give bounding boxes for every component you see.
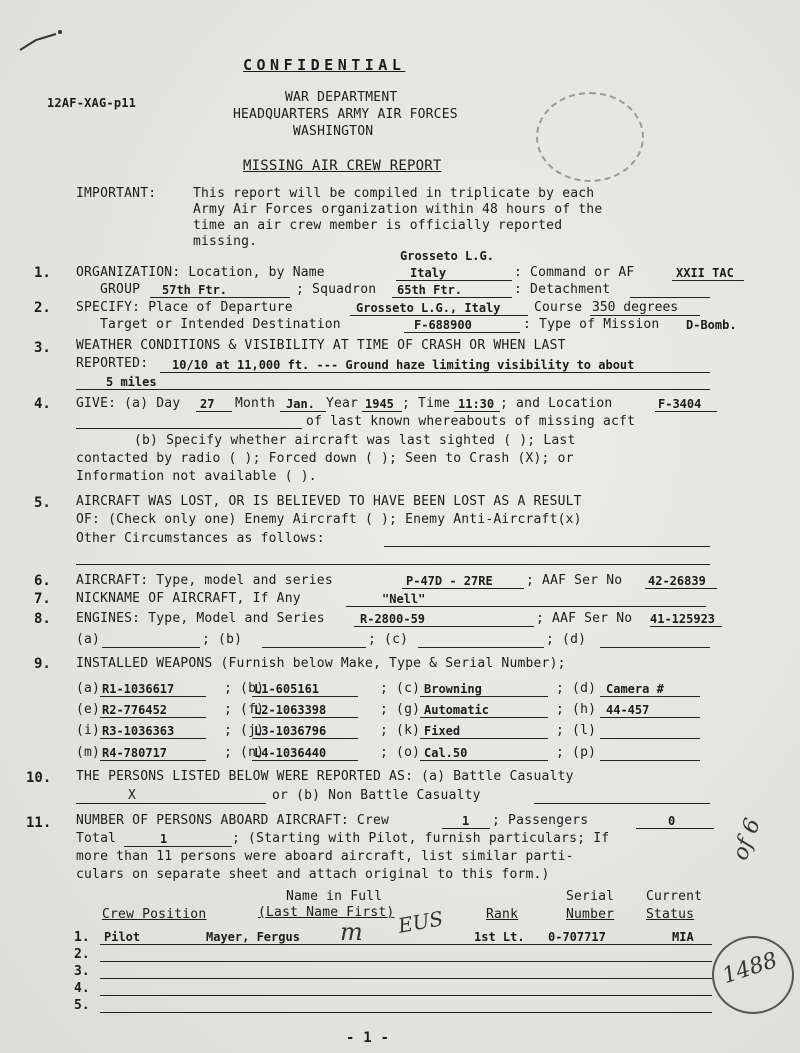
crew-row-number: 3. <box>74 964 90 979</box>
weather-value-1: 10/10 at 11,000 ft. --- Ground haze limiting visibility to about <box>172 358 635 372</box>
weapon-key: ; (d) <box>556 681 597 696</box>
command-label: : Command or AF <box>514 265 635 280</box>
weapon-value: Browning <box>424 682 482 696</box>
location-above: Grosseto L.G. <box>400 249 494 263</box>
engine-value: R-2800-59 <box>360 612 426 626</box>
item-4-line-d: Information not available ( ). <box>76 469 317 484</box>
engine-d-label: ; (d) <box>546 632 587 647</box>
crew-row-number: 1. <box>74 930 90 945</box>
time-label: ; Time <box>402 396 451 411</box>
item-7-label: NICKNAME OF AIRCRAFT, If Any <box>76 591 301 606</box>
weapon-key: (e) <box>76 702 101 717</box>
aircraft-serial-label: ; AAF Ser No <box>526 573 623 588</box>
weapon-key: ; (n) <box>224 745 265 760</box>
header-serial-2: Number <box>566 907 615 922</box>
important-line-4: missing. <box>193 234 258 249</box>
weapon-value: L1-605161 <box>254 682 320 696</box>
item-3-label-2: REPORTED: <box>76 356 149 371</box>
corner-mark <box>16 16 76 56</box>
item-4-label: GIVE: (a) Day <box>76 396 181 411</box>
item-5-number: 5. <box>34 495 51 511</box>
header-crew-position: Crew Position <box>102 907 207 922</box>
item-11-line-2: more than 11 persons were aboard aircraft, list similar parti- <box>76 849 574 864</box>
crew-rank: 1st Lt. <box>474 930 525 944</box>
weapon-key: ; (b) <box>224 681 265 696</box>
year-label: Year <box>326 396 359 411</box>
target-label: Target or Intended Destination <box>100 317 341 332</box>
classification-heading: CONFIDENTIAL <box>243 56 406 74</box>
crew-serial: 0-707717 <box>548 930 606 944</box>
crew-position: Pilot <box>104 930 141 944</box>
year-value: 1945 <box>365 397 394 411</box>
dept-line-2: HEADQUARTERS ARMY AIR FORCES <box>233 107 458 122</box>
weapon-key: ; (g) <box>380 702 421 717</box>
location-value: Italy <box>410 266 447 280</box>
month-value: Jan. <box>286 397 315 411</box>
header-serial-1: Serial <box>566 889 615 904</box>
weather-value-2: 5 miles <box>106 375 157 389</box>
weapon-key: ; (f) <box>224 702 265 717</box>
important-line-3: time an air crew member is officially reported <box>193 218 563 233</box>
handwritten-m: m <box>340 918 363 946</box>
engine-c-label: ; (c) <box>368 632 409 647</box>
postmark-stamp <box>536 92 644 182</box>
item-10-label: THE PERSONS LISTED BELOW WERE REPORTED AS: (a) Battle Casualty <box>76 769 574 784</box>
total-value: 1 <box>160 832 168 846</box>
course-label: Course <box>534 300 583 315</box>
detachment-label: : Detachment <box>514 282 611 297</box>
weapon-key: ; (c) <box>380 681 421 696</box>
weapon-key: ; (h) <box>556 702 597 717</box>
location-label: ; and Location <box>500 396 613 411</box>
page-number: - 1 - <box>346 1030 390 1046</box>
crew-count-value: 1 <box>462 814 470 828</box>
group-value: 57th Ftr. <box>162 283 228 297</box>
weapon-key: ; (o) <box>380 745 421 760</box>
total-label: Total <box>76 831 117 846</box>
item-5-line-3: Other Circumstances as follows: <box>76 531 325 546</box>
crew-status: MIA <box>672 930 694 944</box>
weapon-value: Automatic <box>424 703 490 717</box>
aircraft-serial-value: 42-26839 <box>648 574 706 588</box>
weapon-key: ; (k) <box>380 723 421 738</box>
weapon-value: Cal.50 <box>424 746 468 760</box>
item-4-number: 4. <box>34 396 51 412</box>
header-status-1: Current <box>646 889 703 904</box>
day-value: 27 <box>200 397 215 411</box>
time-value: 11:30 <box>458 397 495 411</box>
passengers-label: ; Passengers <box>492 813 589 828</box>
item-2-label: SPECIFY: Place of Departure <box>76 300 293 315</box>
weapon-value: R1-1036617 <box>102 682 175 696</box>
weapon-value: Camera # <box>606 682 664 696</box>
squadron-label: ; Squadron <box>296 282 377 297</box>
form-title: MISSING AIR CREW REPORT <box>243 158 442 174</box>
item-3-label: WEATHER CONDITIONS & VISIBILITY AT TIME OF CRASH OR WHEN LAST <box>76 338 566 353</box>
mission-value: D-Bomb. <box>686 318 737 332</box>
item-3-number: 3. <box>34 340 51 356</box>
item-8-label: ENGINES: Type, Model and Series <box>76 611 325 626</box>
item-10-label-2: or (b) Non Battle Casualty <box>272 788 481 803</box>
item-5-line-1: AIRCRAFT WAS LOST, OR IS BELIEVED TO HAVE BEEN LOST AS A RESULT <box>76 494 582 509</box>
month-label: Month <box>235 396 276 411</box>
command-value: XXII TAC <box>676 266 734 280</box>
dept-line-1: WAR DEPARTMENT <box>285 90 398 105</box>
header-name-1: Name in Full <box>286 889 383 904</box>
item-5-line-2: OF: (Check only one) Enemy Aircraft ( ); Enemy Anti-Aircraft(x) <box>76 512 582 527</box>
item-1-label: ORGANIZATION: Location, by Name <box>76 265 325 280</box>
header-rank: Rank <box>486 907 519 922</box>
item-10-number: 10. <box>26 770 52 786</box>
circled-number: 1488 <box>719 947 781 990</box>
crew-row-number: 2. <box>74 947 90 962</box>
weapon-value: R4-780717 <box>102 746 168 760</box>
item-11-label-4: ; (Starting with Pilot, furnish particulars; If <box>232 831 610 846</box>
squadron-value: 65th Ftr. <box>397 283 463 297</box>
margin-note: of 6 <box>728 815 766 864</box>
weapon-value: L2-1063398 <box>254 703 327 717</box>
weapon-key: ; (l) <box>556 723 597 738</box>
passengers-value: 0 <box>668 814 676 828</box>
item-9-label: INSTALLED WEAPONS (Furnish below Make, Type & Serial Number); <box>76 656 566 671</box>
dept-line-3: WASHINGTON <box>293 124 374 139</box>
item-1-number: 1. <box>34 265 51 281</box>
crew-name: Mayer, Fergus <box>206 930 300 944</box>
item-11-label: NUMBER OF PERSONS ABOARD AIRCRAFT: Crew <box>76 813 390 828</box>
engine-b-label: ; (b) <box>202 632 243 647</box>
engine-serial-value: 41-125923 <box>650 612 716 626</box>
important-label: IMPORTANT: <box>76 186 157 201</box>
weapon-key: (m) <box>76 745 101 760</box>
engine-serial-label: ; AAF Ser No <box>536 611 633 626</box>
nickname-value: "Nell" <box>382 592 426 606</box>
group-label: GROUP <box>100 282 141 297</box>
crew-row-number: 4. <box>74 981 90 996</box>
item-2-number: 2. <box>34 300 51 316</box>
item-6-label: AIRCRAFT: Type, model and series <box>76 573 333 588</box>
item-4-line-c: contacted by radio ( ); Forced down ( ); Seen to Crash (X); or <box>76 451 574 466</box>
weapon-value: L4-1036440 <box>254 746 327 760</box>
item-6-number: 6. <box>34 573 51 589</box>
weapon-value: R2-776452 <box>102 703 168 717</box>
handwritten-eus: EUS <box>396 906 445 938</box>
location-coord-value: F-3404 <box>658 397 702 411</box>
item-4-label-6: of last known whereabouts of missing acft <box>306 414 636 429</box>
important-line-1: This report will be compiled in triplicate by each <box>193 186 595 201</box>
header-name-2: (Last Name First) <box>258 905 395 920</box>
header-status-2: Status <box>646 907 695 922</box>
item-8-number: 8. <box>34 611 51 627</box>
weapon-value: L3-1036796 <box>254 724 327 738</box>
important-line-2: Army Air Forces organization within 48 hours of the <box>193 202 603 217</box>
battle-casualty-mark: X <box>128 788 136 803</box>
departure-value: Grosseto L.G., Italy <box>356 301 501 315</box>
target-value: F-688900 <box>414 318 472 332</box>
item-11-line-3: culars on separate sheet and attach original to this form.) <box>76 867 550 882</box>
item-4-line-b: (b) Specify whether aircraft was last sighted ( ); Last <box>134 433 576 448</box>
weapon-key: (i) <box>76 723 101 738</box>
mission-label: : Type of Mission <box>523 317 660 332</box>
course-value: 350 degrees <box>592 300 679 315</box>
aircraft-type-value: P-47D - 27RE <box>406 574 493 588</box>
item-11-number: 11. <box>26 815 52 831</box>
weapon-value: 44-457 <box>606 703 650 717</box>
engine-a-label: (a) <box>76 632 101 647</box>
weapon-key: ; (j) <box>224 723 265 738</box>
weapon-key: ; (p) <box>556 745 597 760</box>
file-reference: 12AF-XAG-p11 <box>47 96 137 110</box>
crew-row-number: 5. <box>74 998 90 1013</box>
item-7-number: 7. <box>34 591 51 607</box>
weapon-value: R3-1036363 <box>102 724 175 738</box>
weapon-key: (a) <box>76 681 101 696</box>
weapon-value: Fixed <box>424 724 461 738</box>
item-9-number: 9. <box>34 656 51 672</box>
